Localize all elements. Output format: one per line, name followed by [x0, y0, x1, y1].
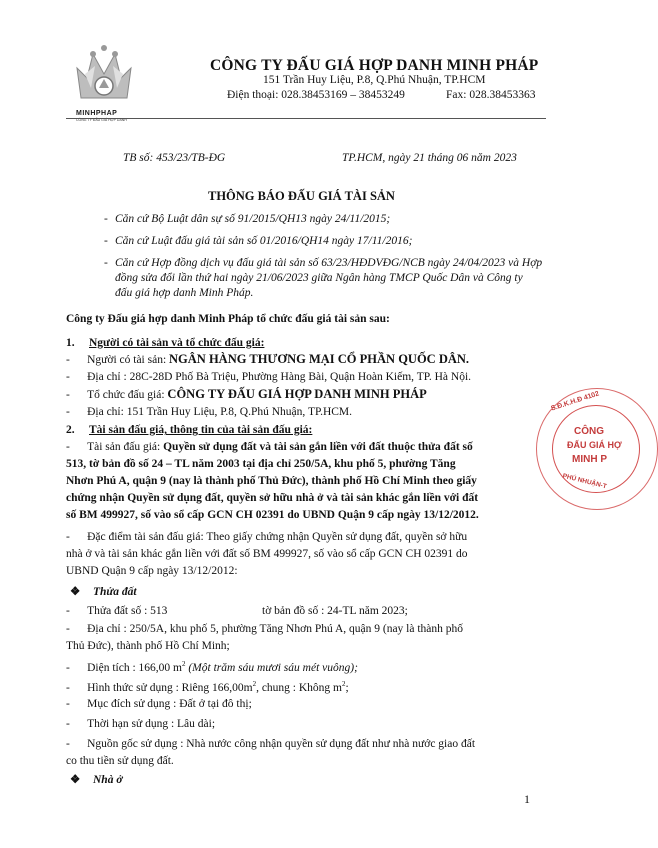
seal-line1: CÔNG	[574, 426, 604, 437]
asset-label: Tài sản đấu giá:	[87, 441, 164, 453]
company-address: 151 Trần Huy Liệu, P.8, Q.Phú Nhuận, TP.HCM	[263, 74, 486, 86]
usage-origin: co thu tiền sử dụng đất.	[66, 755, 174, 767]
land-heading: Thửa đất	[93, 586, 137, 598]
owner-label: Người có tài sản:	[87, 354, 170, 366]
parcel-line: - Thửa đất số : 513	[66, 605, 168, 617]
house-heading: Nhà ở	[93, 774, 123, 786]
asset-text: số BM 499927, số vào sổ cấp GCN CH 02391 do UBND Quận 9 cấp ngày 13/12/2012.	[66, 509, 479, 521]
asset-text: Nhơn Phú A, quận 9 (nay là thành phố Thủ Đức), thành phố Hồ Chí Minh theo giấy	[66, 475, 477, 487]
base-item: đồng sửa đổi lần thứ hai ngày 21/06/2023 giữa Ngân hàng TMCP Quốc Dân và Công ty	[115, 272, 523, 284]
usage-form-line: - Hình thức sử dụng : Riêng $166,00m^2$, chung : Không $m^2$;	[66, 680, 349, 694]
area-value: Diện tích : 166,00 m	[87, 661, 182, 674]
seal-outer-ring	[536, 388, 658, 510]
purpose-line: - Mục đích sử dụng : Đất ở tại đô thị;	[66, 698, 252, 710]
area-line: - Diện tích : 166,00 $m^2$ (Một trăm sáu mươi sáu mét vuông);	[66, 660, 358, 674]
usage-origin: Nguồn gốc sử dụng : Nhà nước công nhận quyền sử dụng đất như nhà nước giao đất	[87, 738, 476, 750]
base-bullet: -	[104, 257, 108, 269]
seal-inner-ring	[552, 405, 640, 493]
land-address: Địa chỉ : 250/5A, khu phố 5, phường Tăng Nhơn Phú A, quận 9 (nay là thành phố	[87, 623, 464, 635]
usage-purpose: Mục đích sử dụng : Đất ở tại đô thị;	[87, 698, 252, 710]
usage-form-superscript: 2	[252, 680, 257, 688]
asset-text: 513, tờ bản đồ số 24 – TL năm 2003 tại địa chỉ 250/5A, khu phố 5, phường Tăng	[66, 458, 456, 470]
header-divider	[66, 118, 546, 119]
seal-line2: ĐẤU GIÁ HỢ	[567, 440, 622, 450]
land-address-line: - Địa chỉ : 250/5A, khu phố 5, phường Tăng Nhơn Phú A, quận 9 (nay là thành phố	[66, 623, 464, 635]
usage-form-shared: , chung : Không m	[256, 681, 343, 694]
origin-line: - Nguồn gốc sử dụng : Nhà nước công nhận quyền sử dụng đất như nhà nước giao đất	[66, 738, 476, 750]
org-address-line: - Địa chỉ: 151 Trần Huy Liệu, P.8, Q.Phú Nhuận, TP.HCM.	[66, 406, 353, 418]
features-text: nhà ở và tài sản khác gắn liền với đất số BM 499927, số vào sổ cấp GCN CH 02391 do	[66, 548, 468, 560]
base-bullet: -	[104, 213, 108, 225]
intro-text: Công ty Đấu giá hợp danh Minh Pháp tổ chức đấu giá tài sản sau:	[66, 313, 390, 325]
base-bullet: -	[104, 235, 108, 247]
reference-number: TB số: 453/23/TB-ĐG	[123, 152, 226, 164]
company-fax: Fax: 028.38453363	[446, 89, 536, 101]
section1-number: 1.	[66, 337, 75, 349]
usage-term: Thời hạn sử dụng : Lâu dài;	[87, 718, 216, 730]
usage-form-superscript: 2	[342, 680, 346, 688]
base-item: Căn cứ Hợp đồng dịch vụ đấu giá tài sản số 63/23/HĐDVĐG/NCB ngày 24/04/2023 và Hợp	[115, 257, 543, 269]
seal-bottom-text: PHÚ NHUẬN-T	[561, 472, 608, 491]
parcel-number: Thửa đất số : 513	[87, 605, 168, 617]
logo-subtext: CÔNG TY ĐẤU GIÁ HỢP DANH	[76, 118, 127, 122]
features-line: - Đặc điểm tài sản đấu giá: Theo giấy chứng nhận Quyền sử dụng đất, quyền sở hữu	[66, 531, 468, 543]
base-item: Căn cứ Luật đấu giá tài sản số 01/2016/QH14 ngày 17/11/2016;	[115, 235, 413, 247]
org-label: Tổ chức đấu giá:	[87, 389, 168, 401]
owner-address: Địa chỉ : 28C-28D Phố Bà Triệu, Phường Hàng Bài, Quận Hoàn Kiếm, TP. Hà Nội.	[87, 371, 472, 383]
org-line: - Tổ chức đấu giá: CÔNG TY ĐẤU GIÁ HỢP DANH MINH PHÁP	[66, 387, 427, 401]
usage-form-end: ;	[345, 681, 349, 694]
org-address: Địa chỉ: 151 Trần Huy Liệu, P.8, Q.Phú Nhuận, TP.HCM.	[87, 406, 353, 418]
diamond-bullet-icon: ❖	[70, 586, 81, 598]
org-name: CÔNG TY ĐẤU GIÁ HỢP DANH MINH PHÁP	[167, 387, 427, 401]
asset-text: chứng nhận Quyền sử dụng đất, quyền sở hữu nhà ở và tài sản khác gắn liền với đất	[66, 492, 479, 504]
section1-heading: Người có tài sản và tổ chức đấu giá:	[89, 337, 265, 349]
diamond-bullet-icon: ❖	[70, 774, 81, 786]
term-line: - Thời hạn sử dụng : Lâu dài;	[66, 718, 216, 730]
logo-text: MINHPHAP	[76, 110, 118, 117]
area-superscript: 2	[181, 660, 186, 668]
company-phone: Điện thoại: 028.38453169 – 38453249	[227, 89, 405, 101]
place-date: TP.HCM, ngày 21 tháng 06 năm 2023	[342, 152, 517, 164]
owner-line: - Người có tài sản: NGÂN HÀNG THƯƠNG MẠI CỔ PHẦN QUỐC DÂN.	[66, 352, 470, 366]
features-text: Đặc điểm tài sản đấu giá: Theo giấy chứng nhận Quyền sử dụng đất, quyền sở hữu	[87, 531, 468, 543]
section2-heading: Tài sản đấu giá, thông tin của tài sản đấu giá:	[89, 424, 313, 436]
base-item: đấu giá hợp danh Minh Pháp.	[115, 287, 254, 299]
asset-line: - Tài sản đấu giá: Quyền sử dụng đất và tài sản gắn liền với đất thuộc thửa đất số	[66, 441, 473, 453]
owner-address-line: - Địa chỉ : 28C-28D Phố Bà Triệu, Phường Hàng Bài, Quận Hoàn Kiếm, TP. Hà Nội.	[66, 371, 472, 383]
company-name: CÔNG TY ĐẤU GIÁ HỢP DANH MINH PHÁP	[210, 57, 539, 74]
area-words: (Một trăm sáu mươi sáu mét vuông);	[188, 661, 358, 674]
section2-number: 2.	[66, 424, 75, 436]
seal-top-text: S.Đ.K.H.Đ 4102	[550, 390, 601, 413]
land-address: Thủ Đức), thành phố Hồ Chí Minh;	[66, 640, 230, 652]
seal-line3: MINH P	[572, 454, 607, 465]
base-item: Căn cứ Bộ Luật dân sự số 91/2015/QH13 ngày 24/11/2015;	[115, 213, 391, 225]
features-text: UBND Quận 9 cấp ngày 13/12/2012:	[66, 565, 238, 577]
map-sheet: tờ bản đồ số : 24-TL năm 2023;	[262, 605, 408, 617]
asset-text: Quyền sử dụng đất và tài sản gắn liền với đất thuộc thửa đất số	[163, 441, 473, 453]
usage-form: Hình thức sử dụng : Riêng 166,00m	[87, 681, 253, 694]
crown-logo-icon	[73, 44, 135, 106]
owner-name: NGÂN HÀNG THƯƠNG MẠI CỔ PHẦN QUỐC DÂN.	[169, 352, 470, 366]
document-title: THÔNG BÁO ĐẤU GIÁ TÀI SẢN	[208, 189, 395, 203]
page-number: 1	[524, 792, 530, 806]
